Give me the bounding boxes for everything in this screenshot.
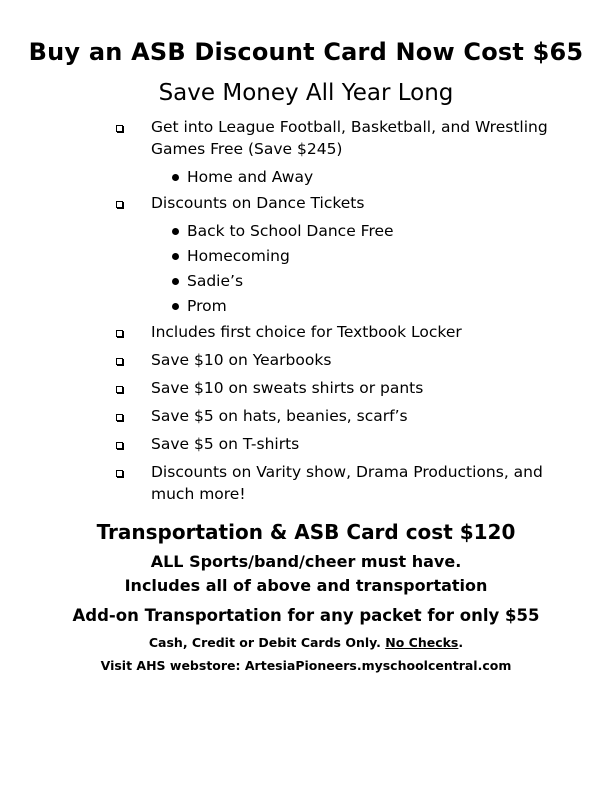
sub-list-item-text: Homecoming [187, 247, 290, 265]
list-item-text: Save $5 on hats, beanies, scarf’s [151, 407, 408, 425]
list-item [112, 321, 582, 343]
sub-list [151, 166, 582, 188]
sub-list-item-text: Back to School Dance Free [187, 222, 394, 240]
checkbox-bullet-icon [116, 125, 123, 132]
list-item [112, 116, 582, 160]
list-item-text: Save $5 on T-shirts [151, 435, 300, 453]
round-bullet-icon [172, 228, 179, 235]
checkbox-bullet-icon [116, 330, 123, 337]
list-item [112, 405, 582, 427]
page-title: Buy an ASB Discount Card Now Cost $65 [28, 38, 584, 66]
checkbox-bullet-icon [116, 442, 123, 449]
sub-list-item [151, 245, 582, 267]
payment-note [0, 635, 612, 650]
no-checks-note: No Checks [385, 635, 459, 650]
list-item-text: Save $10 on Yearbooks [151, 351, 332, 369]
transport-includes: Includes all of above and transportation [124, 576, 488, 595]
sub-list-item [151, 295, 582, 317]
sub-list-item [151, 270, 582, 292]
round-bullet-icon [172, 278, 179, 285]
sub-list-item-text: Prom [187, 297, 227, 315]
webstore-note: Visit AHS webstore: ArtesiaPioneers.myschoolcentral.com [100, 658, 512, 673]
sub-list [151, 220, 582, 317]
sub-list-item [151, 166, 582, 188]
sub-list-item-text: Sadie’s [187, 272, 244, 290]
payment-methods: Cash, Credit or Debit Cards Only. [148, 635, 386, 650]
checkbox-bullet-icon [116, 414, 123, 421]
round-bullet-icon [172, 303, 179, 310]
list-item-text: Save $10 on sweats shirts or pants [151, 379, 424, 397]
round-bullet-icon [172, 174, 179, 181]
checkbox-bullet-icon [116, 386, 123, 393]
checkbox-bullet-icon [116, 470, 123, 477]
list-item-text: Get into League Football, Basketball, and Wrestling Games Free (Save $245) [151, 118, 548, 158]
list-item [112, 349, 582, 371]
checkbox-bullet-icon [116, 358, 123, 365]
checkbox-bullet-icon [116, 201, 123, 208]
payment-period: . [458, 635, 464, 650]
sub-list-item [151, 220, 582, 242]
list-item [112, 377, 582, 399]
transport-addon: Add-on Transportation for any packet for only $55 [72, 606, 540, 625]
list-item [112, 461, 582, 505]
benefits-list [112, 116, 582, 511]
round-bullet-icon [172, 253, 179, 260]
transport-requirement: ALL Sports/band/cheer must have. [150, 552, 462, 571]
list-item [112, 192, 582, 214]
page-subtitle: Save Money All Year Long [158, 80, 454, 106]
list-item-text: Includes first choice for Textbook Locker [151, 323, 462, 341]
sub-list-item-text: Home and Away [187, 168, 314, 186]
list-item-text: Discounts on Varity show, Drama Productions, and much more! [151, 463, 543, 503]
transport-heading: Transportation & ASB Card cost $120 [96, 520, 516, 544]
list-item-text: Discounts on Dance Tickets [151, 194, 365, 212]
list-item [112, 433, 582, 455]
